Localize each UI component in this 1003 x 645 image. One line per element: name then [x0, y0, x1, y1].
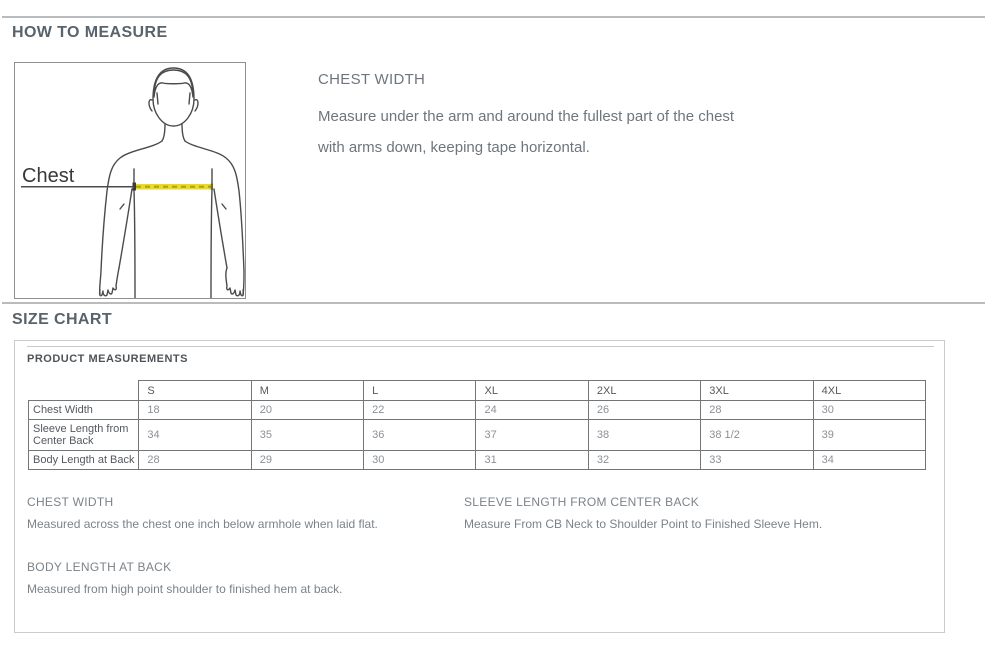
measurement-value: 38 1/2 [701, 420, 813, 451]
measurement-value: 39 [813, 420, 925, 451]
instruction-heading: CHEST WIDTH [318, 71, 426, 88]
definition-heading: CHEST WIDTH [27, 495, 114, 509]
table-row [29, 420, 926, 451]
definition-text: Measured from high point shoulder to finished hem at back. [27, 582, 343, 596]
size-column-header: 2XL [588, 381, 700, 401]
chest-label: Chest [22, 165, 75, 187]
definition-heading: BODY LENGTH AT BACK [27, 560, 172, 574]
definition-sleeve-length [464, 495, 894, 531]
measurement-value: 29 [251, 451, 363, 470]
measurement-value: 26 [588, 401, 700, 420]
measurement-figure-box [14, 62, 246, 299]
measurement-value: 32 [588, 451, 700, 470]
measurement-value: 20 [251, 401, 363, 420]
measurement-value: 31 [476, 451, 588, 470]
instruction-line-1: Measure under the arm and around the fullest part of the chest [318, 108, 735, 125]
size-table-blank-header [29, 381, 139, 401]
panel-title: PRODUCT MEASUREMENTS [27, 353, 188, 365]
measurement-value: 38 [588, 420, 700, 451]
measurement-value: 28 [139, 451, 251, 470]
size-column-header: 3XL [701, 381, 813, 401]
measurement-value: 37 [476, 420, 588, 451]
definition-text: Measure From CB Neck to Shoulder Point to Finished Sleeve Hem. [464, 517, 823, 531]
size-column-header: L [364, 381, 476, 401]
size-column-header: 4XL [813, 381, 925, 401]
definition-text: Measured across the chest one inch below armhole when laid flat. [27, 517, 378, 531]
how-to-measure-title: HOW TO MEASURE [12, 24, 168, 41]
row-label: Body Length at Back [29, 451, 139, 470]
size-table-header-row [29, 381, 926, 401]
measurement-value: 36 [364, 420, 476, 451]
definition-chest-width [27, 495, 457, 531]
row-label: Sleeve Length from Center Back [29, 420, 139, 451]
measurement-value: 28 [701, 401, 813, 420]
size-chart-title: SIZE CHART [12, 311, 112, 328]
product-measurements-panel [14, 340, 945, 633]
measurement-value: 33 [701, 451, 813, 470]
instruction-line-2: with arms down, keeping tape horizontal. [318, 139, 590, 156]
size-column-header: S [139, 381, 251, 401]
table-row [29, 451, 926, 470]
measurement-value: 34 [813, 451, 925, 470]
body-figure-illustration [15, 63, 245, 298]
measurement-value: 24 [476, 401, 588, 420]
measurement-value: 35 [251, 420, 363, 451]
measurement-value: 18 [139, 401, 251, 420]
size-table [28, 380, 926, 470]
measurement-value: 30 [364, 451, 476, 470]
mid-divider [2, 302, 985, 304]
definition-heading: SLEEVE LENGTH FROM CENTER BACK [464, 495, 700, 509]
definition-body-length [27, 560, 457, 596]
panel-divider [27, 346, 934, 347]
measurement-value: 30 [813, 401, 925, 420]
table-row [29, 401, 926, 420]
measuring-tape [133, 183, 214, 191]
chest-width-instruction [318, 71, 838, 163]
row-label: Chest Width [29, 401, 139, 420]
measurement-value: 34 [139, 420, 251, 451]
size-column-header: XL [476, 381, 588, 401]
size-column-header: M [251, 381, 363, 401]
instruction-text [318, 101, 838, 163]
top-divider [2, 16, 985, 18]
measurement-value: 22 [364, 401, 476, 420]
